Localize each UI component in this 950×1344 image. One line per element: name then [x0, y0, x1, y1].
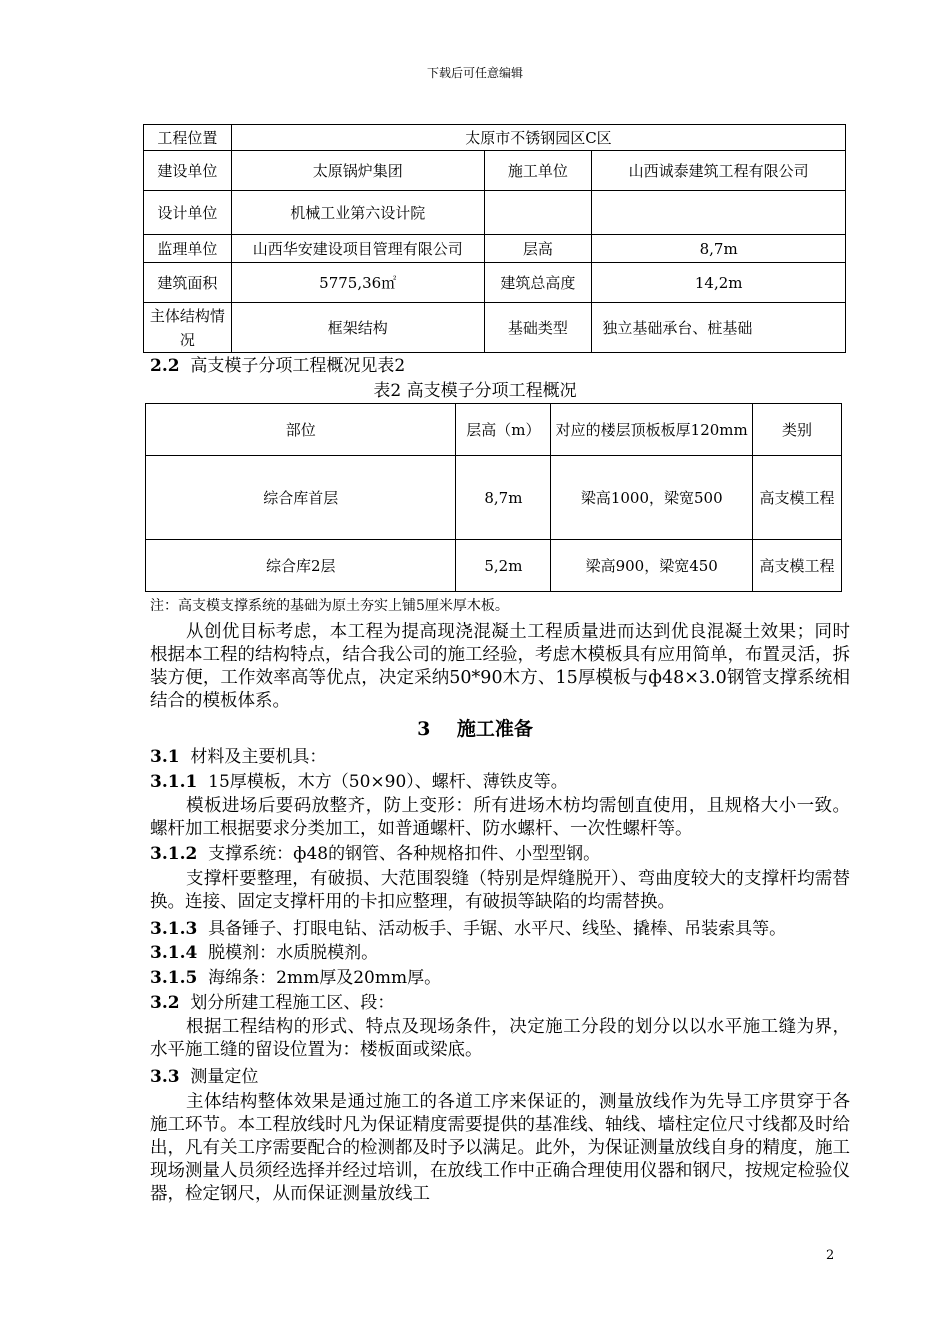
header-cell: 层高（m）: [456, 404, 551, 456]
section-text: 15厚模板，木方（50×90）、螺杆、薄铁皮等。: [208, 772, 568, 792]
cell-label: [484, 191, 592, 235]
cell: 梁高900，梁宽450: [551, 540, 753, 592]
paragraph: 根据工程结构的形式、特点及现场条件，决定施工分段的划分以以水平施工缝为界，水平施工缝的留设位置为：楼板面或梁底。: [150, 1017, 850, 1060]
cell: 梁高1000，梁宽500: [551, 456, 753, 540]
page-number: 2: [826, 1248, 835, 1263]
section-3-1-4: [150, 942, 378, 964]
formwork-table: [145, 403, 842, 592]
section-title: 施工准备: [456, 718, 533, 740]
header-cell: 部位: [146, 404, 456, 456]
cell-label: 工程位置: [144, 125, 232, 151]
section-3-1-2: [150, 843, 600, 865]
table-note: 注：高支模支撑系统的基础为原土夯实上铺5厘米厚木板。: [150, 598, 509, 614]
section-number: 3: [417, 718, 431, 740]
paragraph: 主体结构整体效果是通过施工的各道工序来保证的，测量放线作为先导工序贯穿于各施工环节。本工程放线时凡为保证精度需要提供的基准线、轴线、墙柱定位尺寸线都及时给出，凡有关工序需要配合的检测都及时予以满足。此外，为保证测量放线自身的精度，施工现场测量人员须经选择并经过培训，在放线工作中正确合理使用仪器和钢尺，按规定检验仪器，检定钢尺，从而保证测量放线工: [150, 1092, 850, 1204]
header-cell: 对应的楼层顶板板厚120mm: [551, 404, 753, 456]
header-cell: 类别: [753, 404, 842, 456]
cell-value: [592, 191, 846, 235]
section-text: 高支模子分项工程概况见表2: [190, 356, 406, 376]
section-number: 3.1.3: [150, 919, 198, 939]
section-3-1-1: [150, 771, 568, 793]
cell-value: 框架结构: [231, 303, 484, 353]
section-number: 3.1.4: [150, 943, 198, 963]
section-text: 划分所建工程施工区、段：: [190, 993, 395, 1013]
cell-value: 5775,36㎡: [231, 263, 484, 303]
cell-label: 层高: [484, 235, 592, 263]
cell-label: 建设单位: [144, 151, 232, 191]
cell-label: 设计单位: [144, 191, 232, 235]
cell: 高支模工程: [753, 456, 842, 540]
cell: 高支模工程: [753, 540, 842, 592]
cell-value: 机械工业第六设计院: [231, 191, 484, 235]
section-text: 海绵条：2mm厚及20mm厚。: [208, 968, 442, 988]
cell: 综合库2层: [146, 540, 456, 592]
section-text: 测量定位: [190, 1067, 259, 1087]
section-3-1-3: [150, 918, 786, 940]
table-row: [146, 456, 842, 540]
cell-value: 山西华安建设项目管理有限公司: [231, 235, 484, 263]
paragraph: 支撑杆要整理，有破损、大范围裂缝（特别是焊缝脱开）、弯曲度较大的支撑杆均需替换。连接、固定支撑杆用的卡扣应整理，有破损等缺陷的均需替换。: [150, 869, 850, 912]
cell-value: 太原锅炉集团: [231, 151, 484, 191]
table-row: [146, 540, 842, 592]
cell-value: 独立基础承台、桩基础: [592, 303, 846, 353]
cell-label: 建筑总高度: [484, 263, 592, 303]
section-text: 支撑系统：ф48的钢管、各种规格扣件、小型型钢。: [208, 844, 601, 864]
section-number: 3.1.2: [150, 844, 198, 864]
section-number: 2.2: [150, 356, 180, 376]
cell: 8,7m: [456, 456, 551, 540]
cell-value: 8,7m: [592, 235, 846, 263]
paragraph: 从创优目标考虑，本工程为提高现浇混凝土工程质量进而达到优良混凝土效果；同时根据本工程的结构特点，结合我公司的施工经验，考虑木模板具有应用简单，布置灵活，拆装方便，工作效率高等优点，决定采纳50*90木方、15厚模板与ф48×3.0钢管支撑系统相结合的模板体系。: [150, 622, 850, 711]
cell-value: 太原市不锈钢园区C区: [231, 125, 845, 151]
section-3-heading: [0, 718, 950, 740]
section-3-3: [150, 1066, 258, 1088]
cell-label: 基础类型: [484, 303, 592, 353]
section-3-1: [150, 746, 326, 768]
section-2-2: [150, 355, 405, 377]
section-text: 脱模剂：水质脱模剂。: [208, 943, 379, 963]
cell-label: 监理单位: [144, 235, 232, 263]
section-text: 具备锤子、打眼电钻、活动板手、手锯、水平尺、线坠、撬棒、吊装索具等。: [208, 919, 787, 939]
section-number: 3.1.5: [150, 968, 198, 988]
section-3-1-5: [150, 967, 441, 989]
cell-label: 施工单位: [484, 151, 592, 191]
cell-value: 山西诚泰建筑工程有限公司: [592, 151, 846, 191]
project-info-table: [143, 124, 846, 353]
table2-caption: 表2 高支模子分项工程概况: [373, 381, 577, 401]
cell-value: 14,2m: [592, 263, 846, 303]
cell-label: 建筑面积: [144, 263, 232, 303]
paragraph: 模板进场后要码放整齐，防上变形：所有进场木枋均需刨直使用，且规格大小一致。螺杆加工根据要求分类加工，如普通螺杆、防水螺杆、一次性螺杆等。: [150, 796, 850, 839]
section-text: 材料及主要机具：: [190, 747, 327, 767]
section-3-2: [150, 992, 394, 1014]
page-header: 下载后可任意编辑: [426, 66, 523, 80]
cell: 5,2m: [456, 540, 551, 592]
section-number: 3.3: [150, 1067, 180, 1087]
section-number: 3.2: [150, 993, 180, 1013]
cell-label: 主体结构情况: [144, 303, 232, 353]
section-number: 3.1.1: [150, 772, 198, 792]
cell: 综合库首层: [146, 456, 456, 540]
section-number: 3.1: [150, 747, 180, 767]
